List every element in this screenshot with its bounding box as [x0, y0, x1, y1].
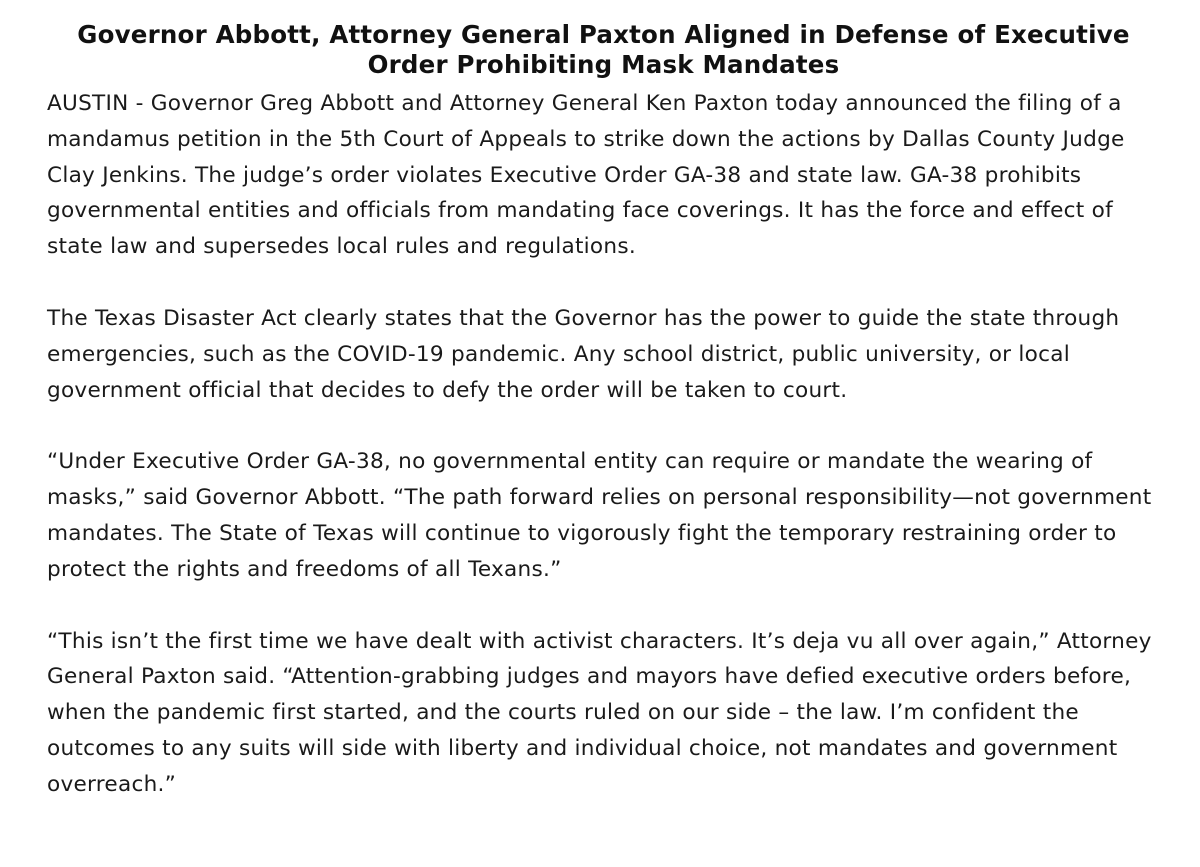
- paragraph-disaster-act: The Texas Disaster Act clearly states that the Governor has the power to guide the state through emergencies, such as the COVID-19 pandemic. Any school district, public university, or local government official that decides to defy the order will be taken to court.: [47, 305, 1120, 403]
- paragraph-abbott-quote: “Under Executive Order GA-38, no governmental entity can require or mandate the wearing of masks,” said Governor Abbott. “The path forward relies on personal responsibility—not government mandates. The State of Texas will continue to vigorously fight the temporary restraining order to protect the rights and freedoms of all Texans.”: [47, 449, 1152, 582]
- paragraph-announcement: AUSTIN - Governor Greg Abbott and Attorney General Ken Paxton today announced the filing of a mandamus petition in the 5th Court of Appeals to strike down the actions by Dallas County Judge Clay Jenkins. The judge’s order violates Executive Order GA-38 and state law. GA-38 prohibits governmental entities and officials from mandating face coverings. It has the force and effect of state law and supersedes local rules and regulations.: [47, 91, 1125, 260]
- press-release-body: [47, 86, 1160, 803]
- paragraph-paxton-quote: “This isn’t the first time we have dealt with activist characters. It’s deja vu all over again,” Attorney General Paxton said. “Attention-grabbing judges and mayors have defied executive orders before, when the pandemic first started, and the courts ruled on our side – the law. I’m confident the outcomes to any suits will side with liberty and individual choice, not mandates and government overreach.”: [47, 628, 1152, 797]
- press-release-title: Governor Abbott, Attorney General Paxton Aligned in Defense of Executive Order Prohibiting Mask Mandates: [77, 20, 1130, 79]
